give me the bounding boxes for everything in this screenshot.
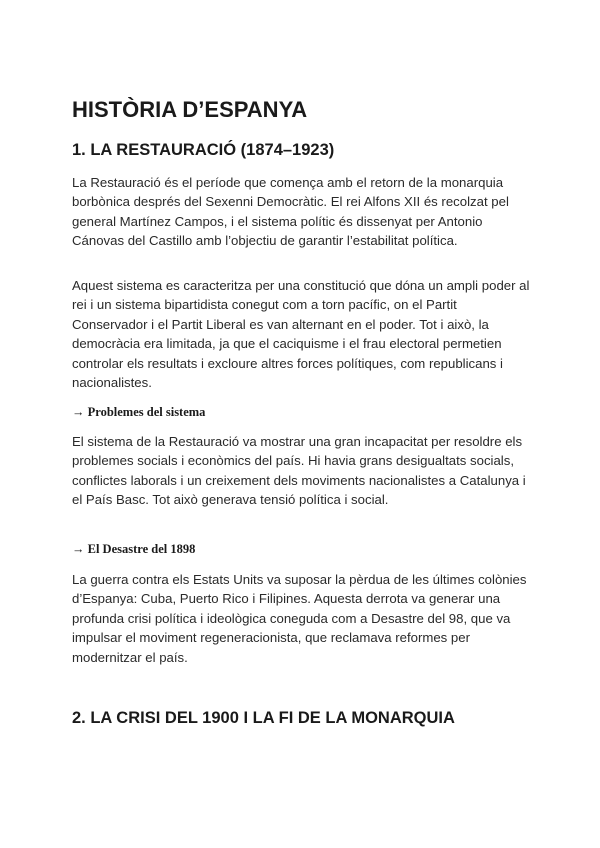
paragraph-problemes: El sistema de la Restauració va mostrar una gran incapacitat per resoldre els problemes socials i econòmics del país. Hi havia grans desigualtats socials, conflictes laborals i un creixement dels moviments nacionalistes a Catalunya i el País Basc. Tot això generava tensió política i social. (72, 434, 526, 508)
subheading-problemes: → Problemes del sistema (72, 405, 206, 419)
document-title: HISTÒRIA D’ESPANYA (72, 97, 308, 122)
subheading-desastre: → El Desastre del 1898 (72, 542, 196, 556)
section-heading-restauracio: 1. LA RESTAURACIÓ (1874–1923) (72, 141, 335, 159)
paragraph-intro: La Restauració és el període que comença amb el retorn de la monarquia borbònica després del Sexenni Democràtic. El rei Alfons XII és recolzat pel general Martínez Campos, i el sistema polític és dissenyat per Antonio Cánovas del Castillo amb l’objectiu de garantir l’estabilitat política. (72, 175, 509, 249)
paragraph-system: Aquest sistema es caracteritza per una constitució que dóna un ampli poder al rei i un sistema bipartidista conegut com a torn pacífic, on el Partit Conservador i el Partit Liberal es van alternant en el poder. Tot i això, la democràcia era limitada, ja que el caciquisme i el frau electoral permetien controlar els resultats i excloure altres forces polítiques, com republicans i nacionalistes. (72, 278, 530, 391)
paragraph-desastre: La guerra contra els Estats Units va suposar la pèrdua de les últimes colònies d’Espanya: Cuba, Puerto Rico i Filipines. Aquesta derrota va generar una profunda crisi política i ideològica coneguda com a Desastre del 98, que va impulsar el moviment regeneracionista, que reclamava reformes per modernitzar el país. (72, 572, 527, 665)
section-heading-crisi: 2. LA CRISI DEL 1900 I LA FI DE LA MONARQUIA (72, 709, 455, 727)
